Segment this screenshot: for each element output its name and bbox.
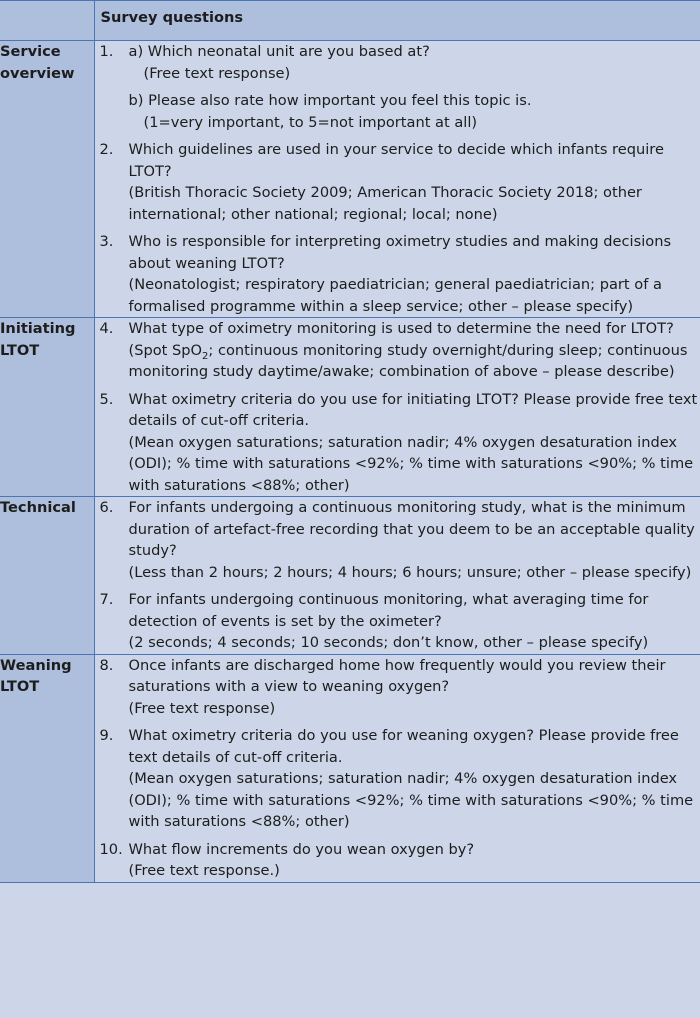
question-text: Who is responsible for interpreting oximetry studies and making decisions about weaning LTOT? [128,233,672,272]
question-number: 8. [99,656,114,674]
response-options: (2 seconds; 4 seconds; 10 seconds; don’t know, other – please specify) [128,634,649,651]
questions-cell [94,41,700,318]
questions-cell [94,318,700,497]
header-row [0,1,700,41]
question-4 [95,318,700,383]
section-label [0,497,94,655]
question-8 [95,655,700,720]
section-row-service-overview [0,41,700,318]
section-label [0,41,94,318]
section-label [0,654,94,882]
questions-cell [94,654,700,882]
question-number: 1. [99,43,114,60]
question-number: 10. [99,840,123,858]
question-number: 9. [99,727,114,744]
section-label-line: Service [0,43,61,60]
question-number: 4. [99,320,114,337]
response-options: (Free text response) [128,699,276,717]
section-row-initiating-ltot [0,318,700,497]
question-text: What oximetry criteria do you use for weaning oxygen? Please provide free text details of cut-off criteria. [128,727,679,766]
section-label-line: Technical [0,499,76,516]
question-6 [95,497,700,583]
question-5 [95,389,700,497]
response-options: (Free text response) [143,64,291,82]
question-text: What type of oximetry monitoring is used to determine the need for LTOT? [128,320,674,337]
question-text: Which guidelines are used in your service to decide which infants require LTOT? [128,141,664,180]
question-number: 5. [99,390,114,408]
question-3 [95,231,700,317]
question-number: 6. [99,499,114,516]
section-label-line: LTOT [0,678,40,695]
section-label-line: Weaning [0,656,72,674]
question-text: For infants undergoing continuous monitoring, what averaging time for detection of events is set by the oximeter? [128,591,649,630]
questions-cell [94,497,700,655]
question-text: Once infants are discharged home how frequently would you review their saturations with a view to weaning oxygen? [128,656,666,695]
question-9 [95,725,700,833]
section-label-line: Initiating [0,320,76,337]
question-2 [95,139,700,225]
section-label-line: LTOT [0,341,40,359]
question-number: 3. [99,233,114,250]
section-row-weaning-ltot [0,654,700,882]
question-text: What oximetry criteria do you use for initiating LTOT? Please provide free text details of cut-off criteria. [128,390,698,429]
subscript-2: 2 [202,350,209,362]
response-prefix: (Spot SpO [128,341,203,359]
response-options: (Less than 2 hours; 2 hours; 4 hours; 6 hours; unsure; other – please specify) [128,563,692,581]
question-number: 7. [99,591,114,608]
header-survey-questions: Survey questions [94,1,700,41]
section-label-line: overview [0,64,75,82]
question-text: a) Which neonatal unit are you based at? [128,43,430,60]
question-text: What flow increments do you wean oxygen by? [128,840,475,858]
response-options: (Neonatologist; respiratory paediatrician; general paediatrician; part of a formalised programme within a sleep service; other – please specify) [128,276,662,315]
response-suffix: ; continuous monitoring study overnight/during sleep; continuous monitoring study daytime/awake; combination of above – please describe) [128,341,688,380]
response-options: (Mean oxygen saturations; saturation nadir; 4% oxygen desaturation index (ODI); % time with saturations <92%; % time with saturations <90%; % time with saturations <88%; other) [128,433,694,494]
response-options: (British Thoracic Society 2009; American Thoracic Society 2018; other international; other national; regional; local; none) [128,184,642,223]
header-empty-cell [0,1,94,41]
section-row-technical [0,497,700,655]
question-text: For infants undergoing a continuous monitoring study, what is the minimum duration of artefact-free recording that you deem to be an acceptable quality study? [128,499,695,559]
question-7 [95,589,700,654]
response-options: (1=very important, to 5=not important at all) [143,113,478,131]
question-text: b) Please also rate how important you feel this topic is. [128,92,532,109]
question-number: 2. [99,141,114,158]
response-options: (Mean oxygen saturations; saturation nadir; 4% oxygen desaturation index (ODI); % time with saturations <92%; % time with saturations <90%; % time with saturations <88%; other) [128,770,694,830]
response-options: (Free text response.) [128,862,280,879]
section-label [0,318,94,497]
question-10 [95,839,700,882]
response-options [129,340,700,383]
question-1 [95,41,700,133]
